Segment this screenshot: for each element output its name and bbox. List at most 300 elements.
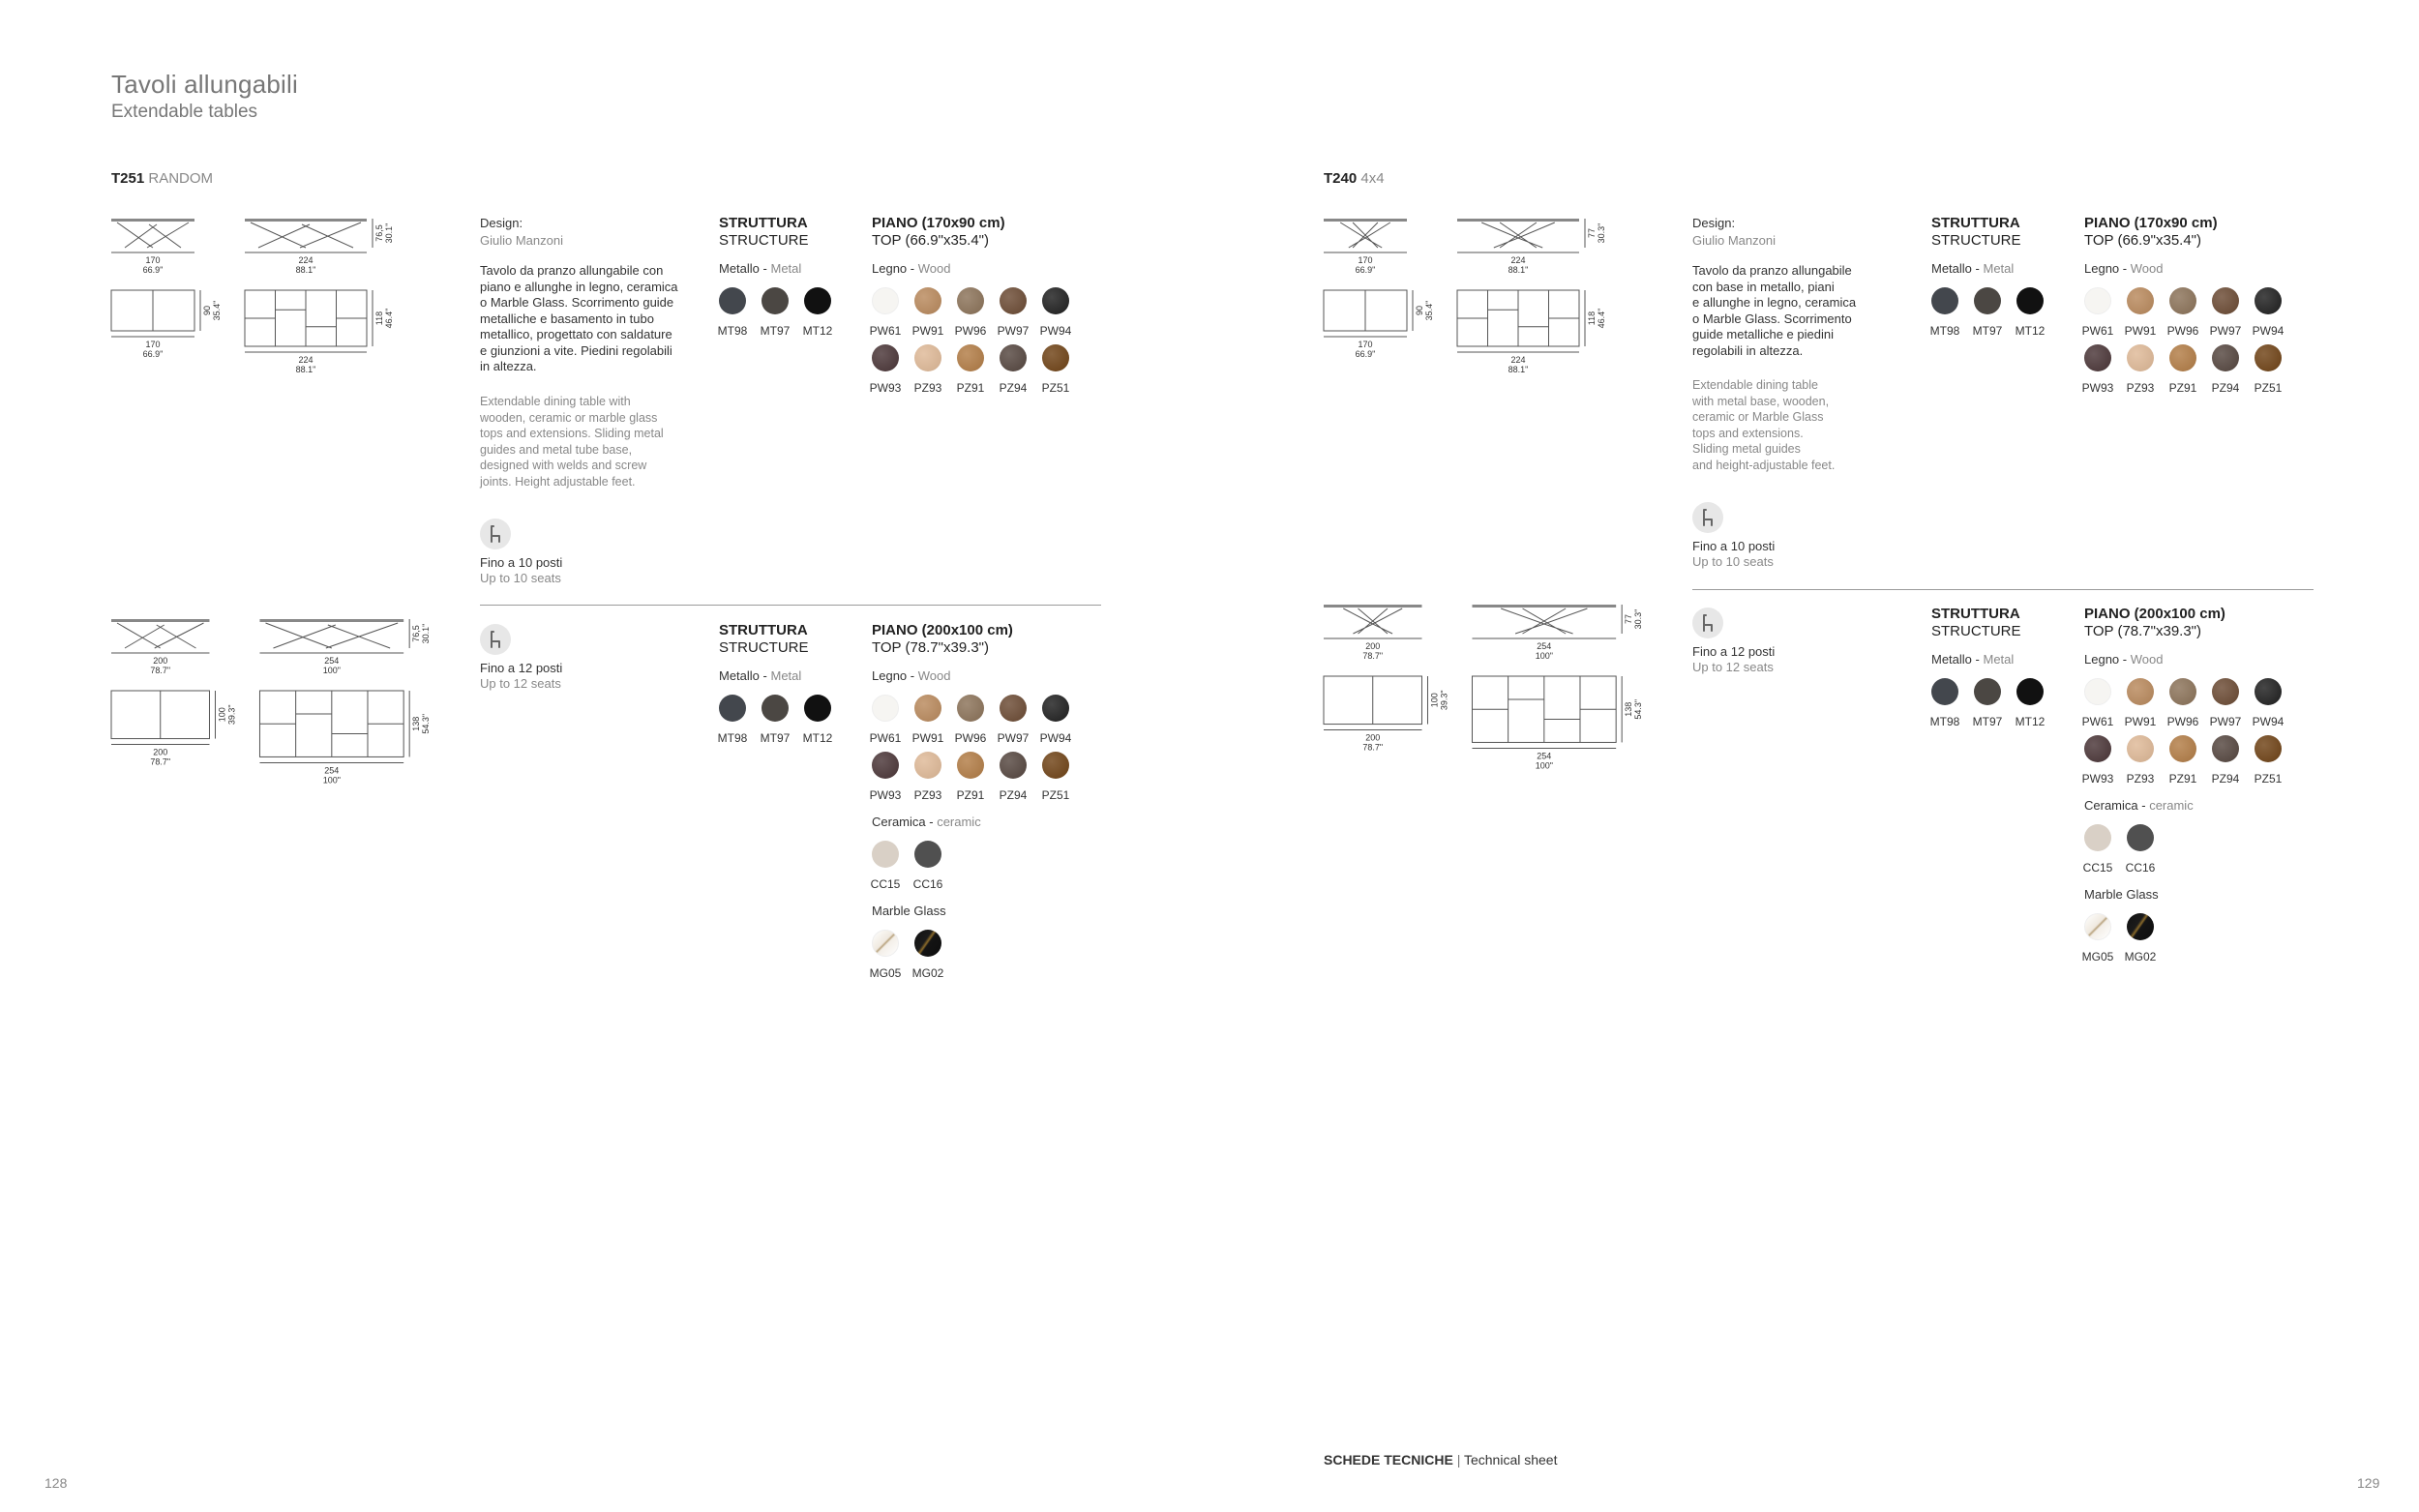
swatch-pw94 (1039, 695, 1072, 745)
swatch-row (719, 287, 831, 338)
swatch-mg02 (2124, 913, 2157, 964)
chair-icon (1692, 608, 1723, 638)
dim-height: 76,5 (374, 224, 384, 242)
swatch-code: PW94 (2252, 324, 2285, 338)
dim-closed-width-in: 78.7" (1362, 742, 1384, 753)
swatch-code: CC15 (870, 877, 901, 891)
dim-open-width-in: 100" (1535, 651, 1553, 661)
dim-height-in: 30.1" (421, 623, 432, 644)
structure-heading: STRUTTURA (719, 622, 808, 638)
label-it: Ceramica (872, 815, 926, 829)
swatch-dot (2255, 287, 2282, 314)
tabletop (259, 619, 403, 622)
swatch-mt97 (762, 695, 789, 745)
swatch-pw94 (1039, 287, 1072, 338)
label-it: Ceramica (2084, 798, 2138, 813)
dim-open-width: 224 (1510, 255, 1526, 265)
swatch-code: PW93 (869, 381, 902, 395)
design-label: Design: (1692, 216, 1736, 230)
structure-heading: STRUTTURA (1931, 215, 2020, 231)
description-line: e allunghe in legno, ceramica (1692, 295, 1857, 310)
swatch-dot (914, 344, 941, 371)
dim-open-width: 254 (324, 765, 340, 776)
dim-depth-in: 35.4" (1424, 300, 1434, 321)
seats-it: Fino a 12 posti (1692, 644, 1776, 659)
swatch-code: CC16 (912, 877, 943, 891)
swatch-dot (1974, 678, 2001, 705)
swatch-cc16 (2127, 824, 2154, 875)
finish-group-label (872, 904, 946, 919)
swatch-dot (1042, 752, 1069, 779)
page-subtitle: Extendable tables (111, 102, 258, 122)
swatch-cc16 (914, 841, 941, 891)
swatch-dot (1000, 287, 1027, 314)
swatch-mt97 (762, 287, 789, 338)
swatch-dot (2127, 735, 2154, 762)
seats-en: Up to 10 seats (480, 571, 561, 585)
swatch-pz91 (2169, 735, 2196, 786)
footer-title: Technical sheet (1463, 1452, 1558, 1468)
swatch-mg02 (911, 930, 944, 980)
top-heading: PIANO (200x100 cm) (872, 622, 1013, 638)
product-name: RANDOM (148, 170, 214, 187)
swatch-dot (2169, 344, 2196, 371)
swatch-code: MT12 (802, 731, 833, 745)
page-number-right: 129 (2357, 1475, 2380, 1491)
finish-group-label (2084, 261, 2163, 277)
swatch-pz51 (1042, 344, 1069, 395)
description-en (1692, 377, 1886, 473)
swatch-code: MT97 (1972, 715, 2003, 728)
swatch-dot (957, 695, 984, 722)
dim-height: 77 (1587, 227, 1597, 239)
description-line: tops and extensions. Sliding metal (480, 427, 664, 440)
swatch-pw93 (869, 752, 902, 802)
swatch-code: PZ93 (2126, 772, 2155, 786)
swatch-code: MG05 (2081, 950, 2114, 964)
side-view-closed (1324, 605, 1421, 634)
label-en: Wood (917, 668, 951, 683)
label-en: Metal (1983, 652, 2015, 667)
swatch-dot (2169, 735, 2196, 762)
description-line: guide metalliche e piedini (1692, 327, 1834, 341)
product-code: T240 (1324, 170, 1358, 187)
chair-glyph (1699, 613, 1717, 633)
product-name: 4x4 (1360, 170, 1385, 187)
dim-depth: 90 (202, 305, 212, 316)
swatch-code: PW94 (1039, 731, 1072, 745)
dim-open-width: 254 (324, 656, 340, 666)
label-en: ceramic (2149, 798, 2194, 813)
swatch-code: PW93 (869, 788, 902, 802)
structure-title (1931, 215, 2021, 250)
swatch-pz93 (914, 752, 941, 802)
label-dash: - (1971, 652, 1984, 667)
swatch-pw91 (911, 287, 944, 338)
plan-joints (1457, 290, 1579, 346)
label-en: ceramic (937, 815, 981, 829)
side-view-closed (111, 219, 194, 248)
side-view-open (245, 219, 367, 248)
designer-name: Giulio Manzoni (480, 233, 563, 248)
footer-section: SCHEDE TECNICHE (1324, 1452, 1453, 1468)
dim-open-depth: 118 (1587, 311, 1597, 326)
swatch-dot (1042, 695, 1069, 722)
swatch-pz91 (2169, 344, 2196, 395)
swatch-code: PW94 (1039, 324, 1072, 338)
structure-heading: STRUTTURA (719, 215, 808, 231)
swatch-pw97 (2209, 287, 2242, 338)
swatch-dot (914, 695, 941, 722)
dim-height: 77 (1624, 613, 1634, 625)
swatch-dot (2255, 678, 2282, 705)
swatch-code: PW96 (2166, 715, 2199, 728)
label-dash: - (2119, 261, 2131, 276)
dim-depth: 100 (1429, 693, 1440, 708)
top-title (2084, 215, 2218, 250)
finish-group-label (719, 261, 801, 277)
designer-name: Giulio Manzoni (1692, 233, 1776, 248)
description-line: o Marble Glass. Scorrimento (1692, 311, 1852, 326)
swatch-pz94 (1000, 344, 1027, 395)
chair-icon (480, 519, 511, 549)
finish-group-label (2084, 887, 2159, 903)
swatch-dot (2084, 824, 2111, 851)
tabletop (111, 619, 209, 622)
dim-open-depth-in: 46.4" (384, 308, 394, 329)
dim-depth: 100 (217, 707, 227, 723)
swatch-code: PZ91 (2168, 381, 2197, 395)
swatch-code: MT12 (2015, 324, 2046, 338)
dim-open-width-in: 100" (322, 666, 341, 675)
swatch-row (869, 344, 1070, 395)
swatch-dot (2127, 678, 2154, 705)
label-it: Legno (872, 668, 908, 683)
swatch-code: PW93 (2081, 381, 2114, 395)
table-drawing (1324, 219, 1730, 412)
label-dash: - (2119, 652, 2131, 667)
structure-title (719, 622, 809, 657)
dim-open-width: 224 (1510, 355, 1526, 365)
structure-title (1931, 606, 2021, 640)
swatch-row (2081, 287, 2285, 338)
swatch-code: PW97 (997, 324, 1030, 338)
finish-group-label (2084, 798, 2194, 814)
dim-open-depth: 118 (374, 311, 384, 326)
dim-closed-width-in: 66.9" (142, 265, 164, 275)
side-view-closed (1324, 219, 1407, 248)
dim-open-width: 224 (298, 255, 314, 265)
swatch-code: PW61 (869, 731, 902, 745)
label-dash: - (1971, 261, 1984, 276)
base-legs (1343, 608, 1402, 634)
swatch-code: PZ91 (956, 788, 985, 802)
label-en: Metal (770, 668, 802, 683)
dim-open-depth: 138 (1624, 701, 1634, 717)
dim-open-depth-in: 54.3" (1633, 698, 1644, 720)
swatch-dot (2127, 913, 2154, 940)
swatch-dot (2255, 344, 2282, 371)
dim-closed-width: 200 (1365, 641, 1381, 651)
swatch-pz93 (914, 344, 941, 395)
dim-height-in: 30.3" (1597, 222, 1606, 244)
label-en: Wood (2130, 261, 2164, 276)
side-view-open (1472, 605, 1616, 634)
swatch-code: PZ94 (999, 381, 1028, 395)
swatch-pw91 (911, 695, 944, 745)
dim-open-width-in: 88.1" (295, 265, 316, 275)
swatch-code: CC15 (2082, 861, 2113, 875)
swatch-mt97 (1974, 287, 2001, 338)
tabletop (1324, 219, 1407, 222)
swatch-code: MT12 (2015, 715, 2046, 728)
swatch-code: MT98 (717, 731, 748, 745)
footer-label (1324, 1452, 1557, 1468)
swatch-pz94 (2212, 735, 2239, 786)
dim-open-width-in: 100" (1535, 760, 1553, 771)
swatch-row (2081, 344, 2283, 395)
chair-icon (480, 624, 511, 655)
tabletop (1457, 219, 1579, 222)
dim-closed-width: 170 (145, 255, 161, 265)
swatch-row (2081, 913, 2157, 964)
description-line: Extendable dining table with (480, 395, 631, 408)
side-view-closed (111, 619, 209, 648)
base-legs (1501, 608, 1587, 634)
dim-open-depth: 138 (411, 716, 422, 731)
swatch-row (869, 287, 1072, 338)
finish-group-label (1931, 261, 2014, 277)
description-line: e giunzioni a vite. Piedini regolabili (480, 342, 672, 358)
finish-group-label (2084, 652, 2163, 667)
swatch-dot (2016, 287, 2044, 314)
swatch-code: PZ94 (2211, 772, 2240, 786)
swatch-dot (872, 287, 899, 314)
top-title (872, 622, 1013, 657)
description-line: Sliding metal guides (1692, 442, 1801, 456)
swatch-dot (1000, 344, 1027, 371)
description-line: Tavolo da pranzo allungabile (1692, 263, 1852, 278)
top-heading: PIANO (200x100 cm) (2084, 606, 2225, 622)
finish-group-label (872, 261, 950, 277)
swatch-dot (2084, 735, 2111, 762)
top-heading-en: TOP (78.7"x39.3") (2084, 623, 2201, 639)
dim-open-width-in: 100" (322, 775, 341, 786)
finish-group-label (872, 815, 981, 830)
swatch-code: MT12 (802, 324, 833, 338)
dim-closed-width-in: 66.9" (1355, 265, 1376, 275)
swatch-pz51 (1042, 752, 1069, 802)
swatch-mg05 (2081, 913, 2114, 964)
description-line: joints. Height adjustable feet. (480, 474, 636, 489)
base-legs (117, 222, 189, 248)
swatch-code: PZ51 (2254, 772, 2283, 786)
swatch-pz94 (1000, 752, 1027, 802)
product-code-t240 (1324, 170, 1385, 187)
seats-en: Up to 12 seats (480, 676, 561, 691)
swatch-dot (914, 930, 941, 957)
swatch-pz91 (957, 752, 984, 802)
top-heading: PIANO (170x90 cm) (872, 215, 1005, 231)
dim-closed-width: 200 (153, 747, 168, 757)
swatch-code: PZ94 (999, 788, 1028, 802)
swatch-code: MT98 (1929, 324, 1960, 338)
description-line: with metal base, wooden, (1692, 394, 1830, 408)
description-line: metallico, progettato con saldature (480, 327, 672, 341)
swatch-dot (2084, 344, 2111, 371)
tabletop (111, 219, 194, 222)
swatch-dot (719, 695, 746, 722)
description-line: piano e allunghe in legno, ceramica (480, 279, 678, 294)
swatch-mt97 (1974, 678, 2001, 728)
table-drawing (111, 219, 518, 412)
swatch-pw91 (2124, 678, 2157, 728)
swatch-dot (762, 287, 789, 314)
label-dash: - (925, 815, 938, 829)
swatch-row (1931, 287, 2044, 338)
swatch-dot (2127, 287, 2154, 314)
swatch-code: PZ51 (1041, 381, 1070, 395)
dim-closed-width: 170 (1358, 340, 1373, 349)
swatch-dot (2127, 344, 2154, 371)
swatch-dot (719, 287, 746, 314)
swatch-code: PW61 (2081, 715, 2114, 728)
label-it: Legno (872, 261, 908, 276)
swatch-dot (2169, 287, 2196, 314)
swatch-code: PW97 (2209, 715, 2242, 728)
swatch-code: PZ51 (1041, 788, 1070, 802)
swatch-code: CC16 (2125, 861, 2156, 875)
description-en (480, 394, 693, 489)
label-it: Legno (2084, 652, 2120, 667)
swatch-code: MG02 (2124, 950, 2157, 964)
structure-title (719, 215, 809, 250)
swatch-pz93 (2127, 735, 2154, 786)
table-drawing (111, 619, 518, 813)
swatch-mt98 (1931, 678, 1958, 728)
plan-joints (1472, 676, 1616, 742)
swatch-dot (2212, 344, 2239, 371)
dim-open-width: 224 (298, 355, 314, 365)
label-en: Metal (1983, 261, 2015, 276)
swatch-code: MG02 (911, 966, 944, 980)
swatch-pz93 (2127, 344, 2154, 395)
swatch-mt12 (2016, 287, 2044, 338)
swatch-pw97 (997, 695, 1030, 745)
label-en: Wood (917, 261, 951, 276)
swatch-row (869, 752, 1070, 802)
swatch-code: PW91 (2124, 324, 2157, 338)
swatch-dot (1931, 287, 1958, 314)
swatch-pw91 (2124, 287, 2157, 338)
top-heading-en: TOP (78.7"x39.3") (872, 639, 989, 656)
swatch-row (719, 695, 831, 745)
swatch-dot (2084, 678, 2111, 705)
swatch-dot (2212, 735, 2239, 762)
tabletop (1472, 605, 1616, 608)
swatch-code: PW91 (911, 731, 944, 745)
swatch-mt12 (2016, 678, 2044, 728)
swatch-code: PZ94 (2211, 381, 2240, 395)
description-line: guides and metal tube base, (480, 442, 633, 457)
swatch-code: PW61 (869, 324, 902, 338)
label-dash: - (907, 261, 918, 276)
dim-closed-width: 170 (1358, 255, 1373, 265)
swatch-code: PW97 (997, 731, 1030, 745)
description-line: and height-adjustable feet. (1692, 458, 1836, 472)
dim-open-width-in: 88.1" (295, 365, 316, 374)
description-line: wooden, ceramic or marble glass (480, 410, 658, 425)
top-heading: PIANO (170x90 cm) (2084, 215, 2218, 231)
swatch-dot (2084, 287, 2111, 314)
finish-group-label (872, 668, 950, 684)
swatch-dot (2127, 824, 2154, 851)
dim-height-in: 30.3" (1633, 608, 1644, 630)
swatch-cc15 (2084, 824, 2111, 875)
swatch-code: PZ93 (913, 788, 942, 802)
swatch-pz91 (957, 344, 984, 395)
swatch-pw61 (2081, 678, 2114, 728)
swatch-mt98 (719, 287, 746, 338)
swatch-dot (957, 344, 984, 371)
swatch-code: PZ51 (2254, 381, 2283, 395)
swatch-code: PW91 (2124, 715, 2157, 728)
swatch-dot (872, 695, 899, 722)
seats-it: Fino a 10 posti (1692, 539, 1776, 553)
swatch-row (2081, 735, 2283, 786)
dim-depth-in: 35.4" (212, 300, 222, 321)
swatch-row (2081, 678, 2285, 728)
top-title (2084, 606, 2225, 640)
swatch-dot (2212, 678, 2239, 705)
finish-group-label (719, 668, 801, 684)
swatch-dot (762, 695, 789, 722)
label-en: Wood (2130, 652, 2164, 667)
swatch-row (1931, 678, 2044, 728)
top-heading-en: TOP (66.9"x35.4") (2084, 232, 2201, 249)
label-dash: - (2137, 798, 2150, 813)
swatch-mt98 (719, 695, 746, 745)
table-drawing (1324, 605, 1730, 798)
description-line: tops and extensions. (1692, 426, 1804, 440)
dim-closed-width-in: 78.7" (1362, 651, 1384, 661)
swatch-dot (2016, 678, 2044, 705)
description-line: in altezza. (480, 359, 537, 373)
swatch-row (872, 841, 941, 891)
design-label: Design: (480, 216, 523, 230)
swatch-pw93 (2081, 344, 2114, 395)
swatch-dot (872, 930, 899, 957)
finish-group-label (1931, 652, 2014, 667)
chair-glyph (487, 524, 504, 544)
top-title (872, 215, 1005, 250)
swatch-dot (957, 752, 984, 779)
tabletop (1324, 605, 1421, 608)
swatch-code: PW91 (911, 324, 944, 338)
description-it (480, 263, 693, 375)
swatch-mt12 (804, 695, 831, 745)
dim-depth: 90 (1415, 305, 1424, 316)
swatch-pz51 (2255, 735, 2282, 786)
label-it: Metallo (1931, 652, 1972, 667)
swatch-pw94 (2252, 678, 2285, 728)
structure-heading: STRUTTURA (1931, 606, 2020, 622)
tabletop (245, 219, 367, 222)
dim-depth-in: 39.3" (226, 704, 237, 726)
dim-height: 76,5 (411, 625, 422, 642)
label-dash: - (759, 668, 771, 683)
swatch-pw61 (2081, 287, 2114, 338)
